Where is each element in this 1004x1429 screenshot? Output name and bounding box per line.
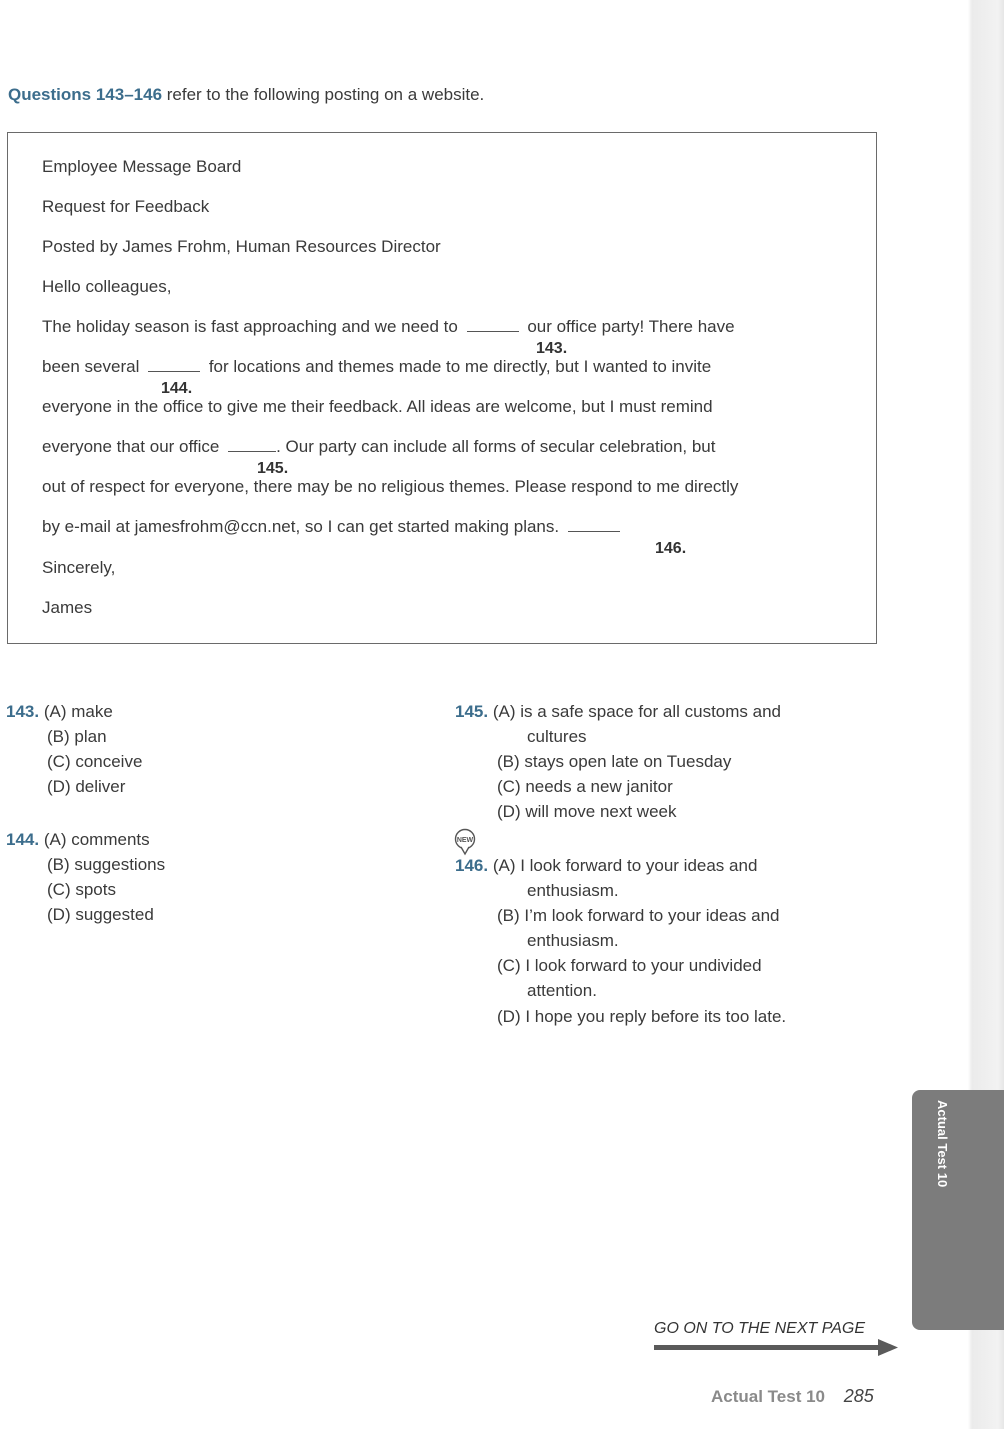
question-146 (455, 856, 757, 876)
passage-line: everyone in the office to give me their feedback. All ideas are welcome, but I must remind (42, 397, 713, 416)
passage-line: Request for Feedback (42, 197, 210, 216)
question-145 (455, 702, 781, 722)
option-b[interactable]: (B) I’m look forward to your ideas and (497, 906, 780, 925)
new-badge-label: NEW (456, 837, 474, 844)
blank-144 (148, 370, 200, 372)
question-143 (6, 702, 113, 722)
blank-number-145: 145. (257, 460, 289, 477)
new-badge-icon (452, 828, 480, 858)
passage-line (42, 517, 624, 537)
passage-line (42, 437, 715, 457)
blank-145 (228, 450, 276, 452)
passage-text: for locations and themes made to me directly, but I wanted to invite (208, 357, 712, 376)
question-range: Questions 143–146 (8, 85, 163, 104)
option-c[interactable]: (C) spots (47, 880, 116, 899)
section-side-tab (912, 1090, 1004, 1330)
blank-143 (467, 330, 519, 332)
option-c[interactable]: (C) conceive (47, 752, 143, 771)
blank-number-144: 144. (161, 380, 193, 397)
footer-title: Actual Test 10 (711, 1387, 826, 1406)
directions-text: refer to the following posting on a website. (162, 85, 485, 104)
option-a[interactable]: (A) is a safe space for all customs and (492, 702, 782, 721)
option-b[interactable]: (B) plan (47, 727, 107, 746)
option-a-continued[interactable]: cultures (527, 727, 587, 746)
passage-line: out of respect for everyone, there may be no religious themes. Please respond to me directly (42, 477, 739, 496)
option-c-continued[interactable]: attention. (527, 981, 597, 1000)
passage-text: everyone that our office (42, 437, 220, 456)
passage-text: been several (42, 357, 140, 376)
option-d[interactable]: (D) deliver (47, 777, 126, 796)
blank-146 (568, 530, 620, 532)
option-d[interactable]: (D) suggested (47, 905, 154, 924)
page-footer (711, 1386, 874, 1407)
question-number: 145. (455, 702, 489, 721)
option-a-continued[interactable]: enthusiasm. (527, 881, 619, 900)
side-tab-label: Actual Test 10 (935, 1100, 950, 1188)
option-c[interactable]: (C) I look forward to your undivided (497, 956, 762, 975)
option-b[interactable]: (B) stays open late on Tuesday (497, 752, 732, 771)
passage-text: . Our party can include all forms of secular celebration, but (276, 437, 716, 456)
option-a[interactable]: (A) make (43, 702, 113, 721)
passage-line (42, 357, 711, 377)
option-a[interactable]: (A) I look forward to your ideas and (492, 856, 758, 875)
passage-text: our office party! There have (527, 317, 735, 336)
blank-number-143: 143. (536, 340, 568, 357)
go-on-next-page: GO ON TO THE NEXT PAGE (654, 1320, 865, 1337)
question-number: 144. (6, 830, 40, 849)
page-number: 285 (843, 1386, 874, 1406)
directions (8, 85, 484, 105)
arrow-right-icon (654, 1338, 898, 1358)
passage-line: James (42, 598, 93, 617)
passage-line: Employee Message Board (42, 157, 242, 176)
option-d[interactable]: (D) I hope you reply before its too late. (497, 1007, 787, 1026)
option-c[interactable]: (C) needs a new janitor (497, 777, 673, 796)
option-d[interactable]: (D) will move next week (497, 802, 677, 821)
passage-line: Sincerely, (42, 558, 116, 577)
passage-line: Hello colleagues, (42, 277, 172, 296)
option-b[interactable]: (B) suggestions (47, 855, 166, 874)
question-number: 146. (455, 856, 489, 875)
blank-number-146: 146. (655, 540, 687, 557)
option-a[interactable]: (A) comments (43, 830, 150, 849)
passage-text: by e-mail at jamesfrohm@ccn.net, so I can get started making plans. (42, 517, 560, 536)
passage-line (42, 317, 735, 337)
passage-box (7, 132, 877, 644)
passage-text: The holiday season is fast approaching and we need to (42, 317, 458, 336)
option-b-continued[interactable]: enthusiasm. (527, 931, 619, 950)
question-144 (6, 830, 150, 850)
passage-line: Posted by James Frohm, Human Resources Director (42, 237, 441, 256)
question-number: 143. (6, 702, 40, 721)
